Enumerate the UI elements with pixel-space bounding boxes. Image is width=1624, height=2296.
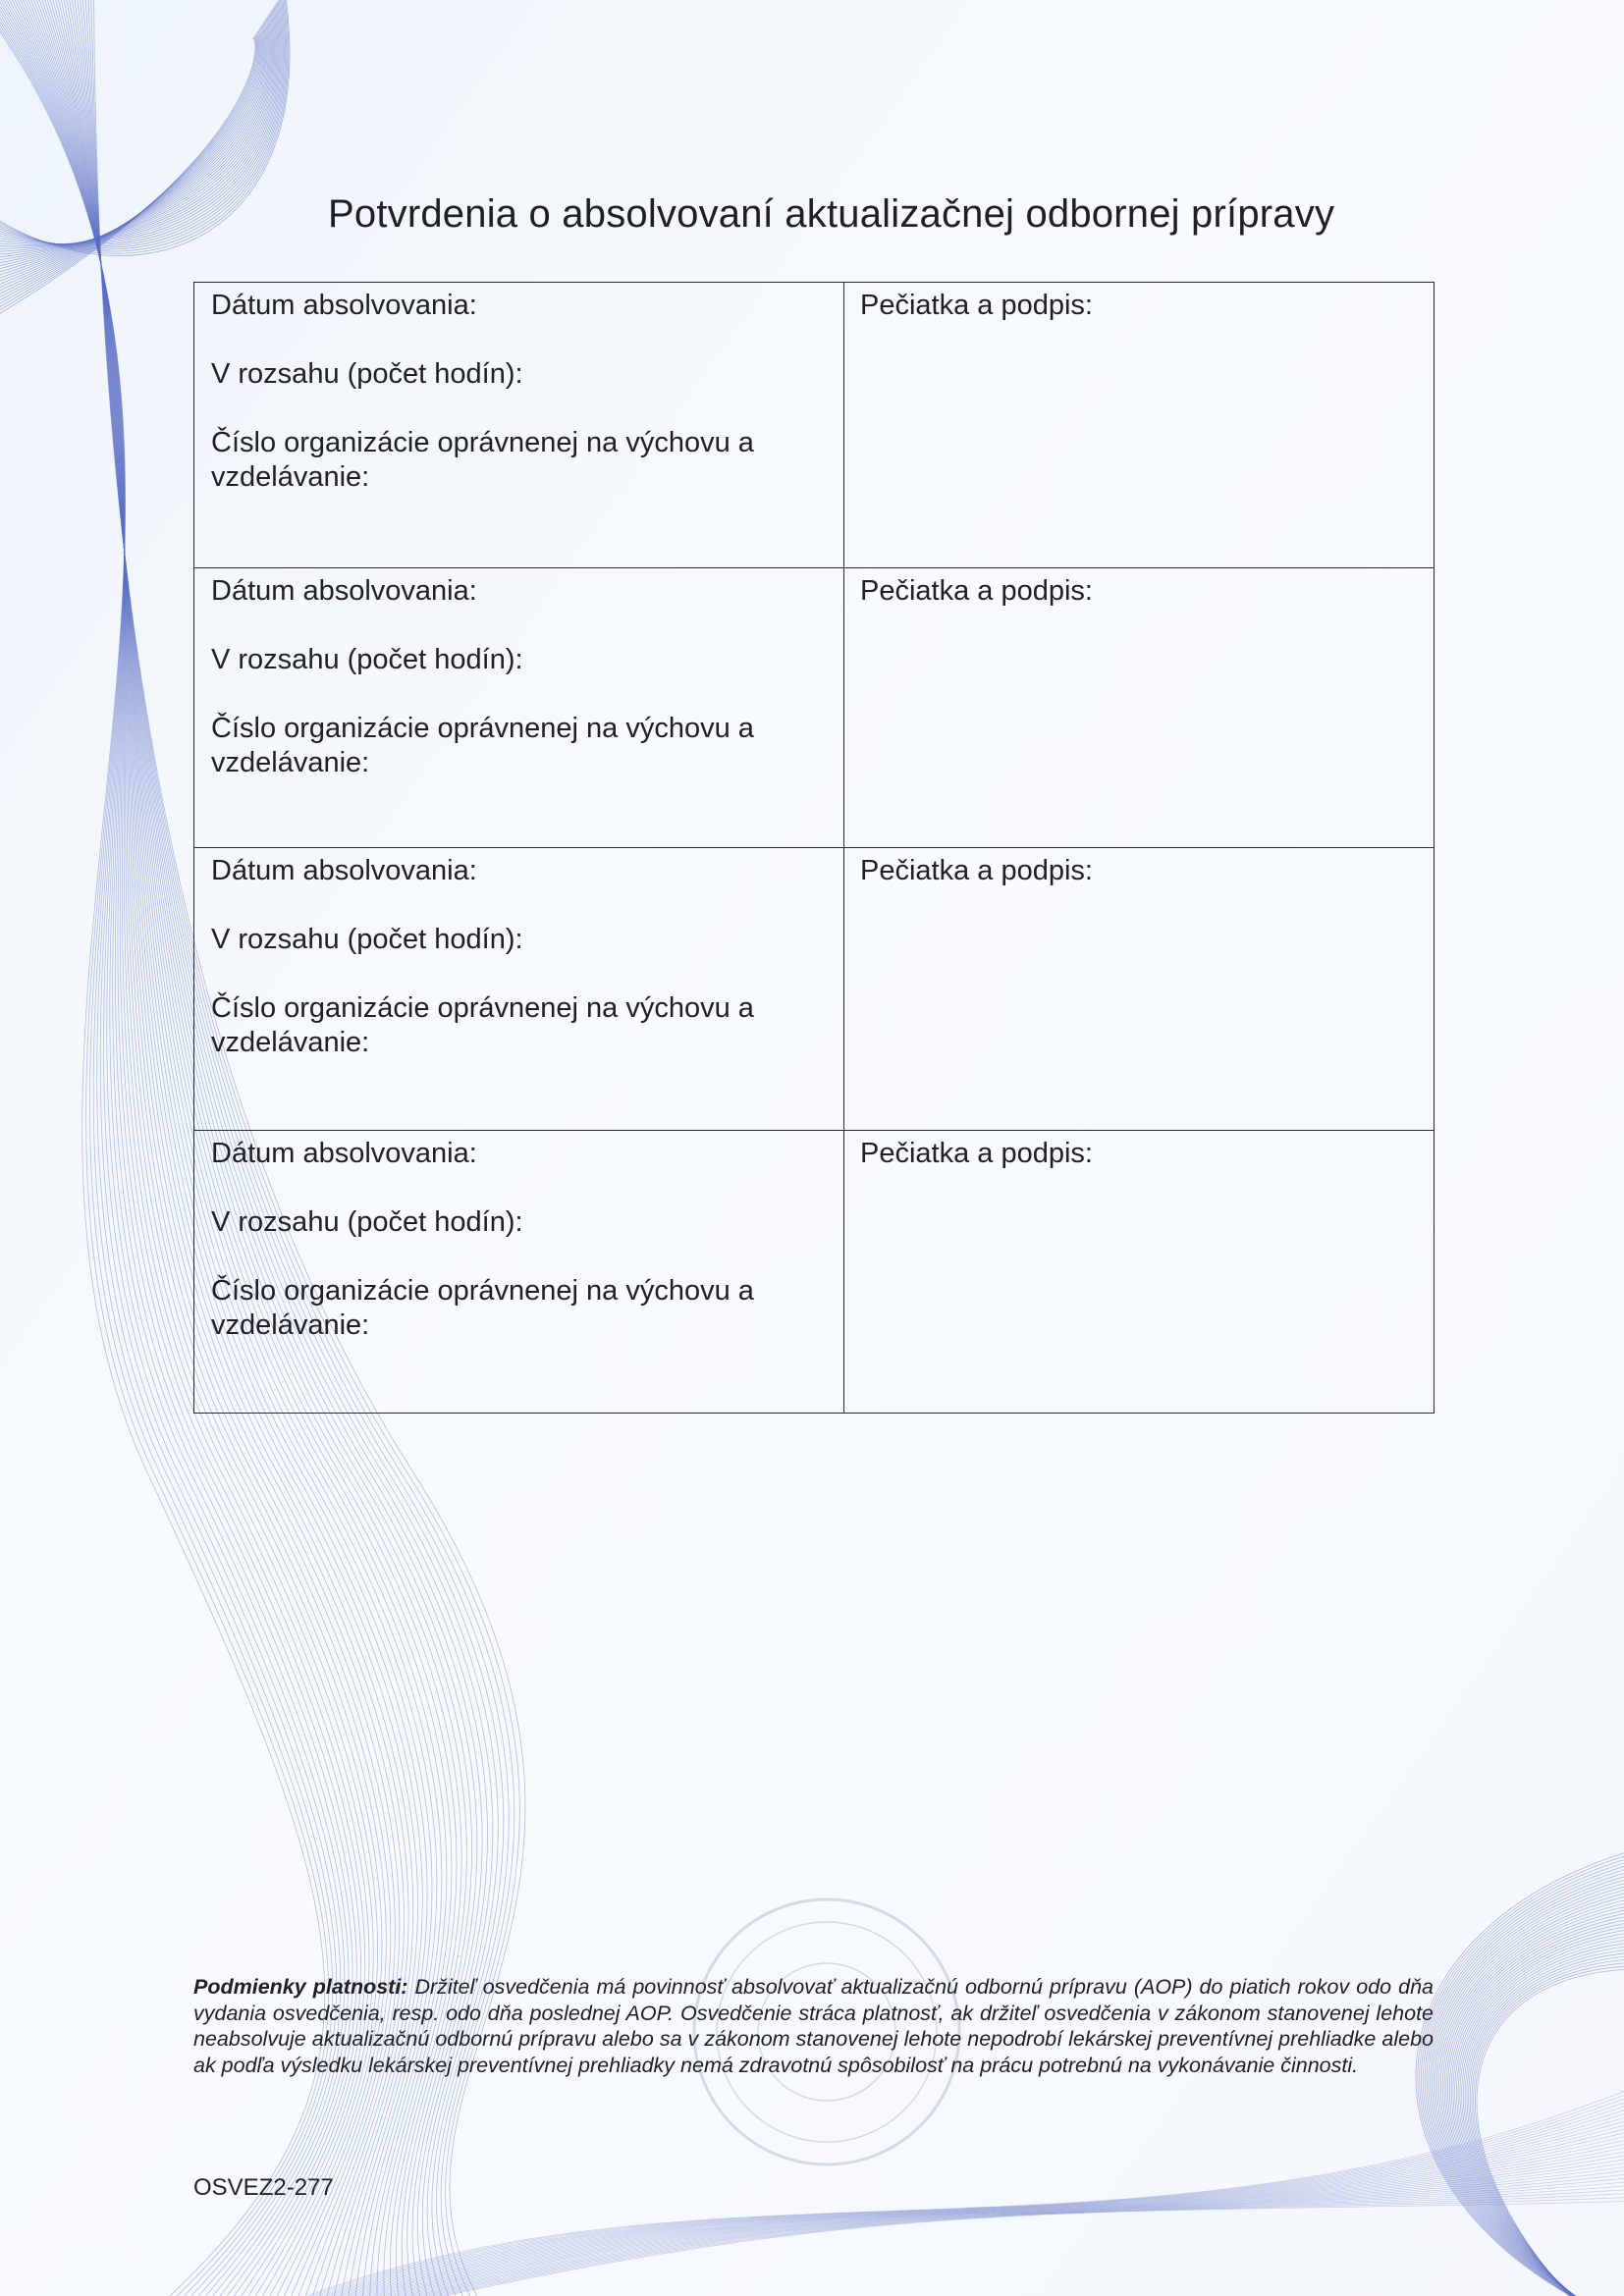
stamp-signature-cell: [844, 283, 1435, 568]
hours-label: V rozsahu (počet hodín):: [211, 358, 523, 390]
hours-label: V rozsahu (počet hodín):: [211, 644, 523, 675]
record-row: [194, 848, 1435, 1131]
organization-number-label: Číslo organizácie oprávnenej na výchovu a vzdelávanie:: [211, 427, 754, 493]
record-row: [194, 568, 1435, 848]
stamp-signature-label: Pečiatka a podpis:: [860, 855, 1093, 886]
organization-number-label: Číslo organizácie oprávnenej na výchovu a vzdelávanie:: [211, 992, 754, 1058]
record-info-cell: [194, 848, 844, 1131]
record-info-cell: [194, 1131, 844, 1414]
form-code: OSVEZ2-277: [193, 2174, 334, 2201]
record-info-cell: [194, 283, 844, 568]
hours-label: V rozsahu (počet hodín):: [211, 1206, 523, 1238]
validity-conditions-label: Podmienky platnosti:: [193, 1975, 408, 1999]
stamp-signature-label: Pečiatka a podpis:: [860, 575, 1093, 607]
validity-conditions-text: Držiteľ osvedčenia má povinnosť absolvovať aktualizačnú odbornú prípravu (AOP) do piatich rokov odo dňa vydania osvedčenia, resp. odo dňa poslednej AOP. Osvedčenie stráca platnosť, ak držiteľ osvedčenia v zákonom stanovenej lehote neabsolvuje aktualizačnú odbornú prípravu alebo sa v zákonom stanovenej lehote nepodrobí lekárskej preventívnej prehliadke alebo ak podľa výsledku lekárskej preventívnej prehliadky nemá zdravotnú spôsobilosť na prácu potrebnú na vykonávanie činnosti.: [193, 1975, 1434, 2077]
stamp-signature-cell: [844, 848, 1435, 1131]
stamp-signature-cell: [844, 568, 1435, 848]
record-info-cell: [194, 568, 844, 848]
record-row: [194, 283, 1435, 568]
stamp-signature-label: Pečiatka a podpis:: [860, 290, 1093, 321]
stamp-signature-cell: [844, 1131, 1435, 1414]
completion-date-label: Dátum absolvovania:: [211, 1138, 477, 1169]
completion-date-label: Dátum absolvovania:: [211, 855, 477, 886]
organization-number-label: Číslo organizácie oprávnenej na výchovu a vzdelávanie:: [211, 1275, 754, 1341]
validity-conditions: [193, 1974, 1434, 2078]
record-row: [194, 1131, 1435, 1414]
page-title: Potvrdenia o absolvovaní aktualizačnej odbornej prípravy: [328, 192, 1335, 236]
hours-label: V rozsahu (počet hodín):: [211, 924, 523, 955]
completion-date-label: Dátum absolvovania:: [211, 290, 477, 321]
completion-date-label: Dátum absolvovania:: [211, 575, 477, 607]
organization-number-label: Číslo organizácie oprávnenej na výchovu a vzdelávanie:: [211, 713, 754, 778]
training-records-table: [193, 282, 1435, 1414]
stamp-signature-label: Pečiatka a podpis:: [860, 1138, 1093, 1169]
